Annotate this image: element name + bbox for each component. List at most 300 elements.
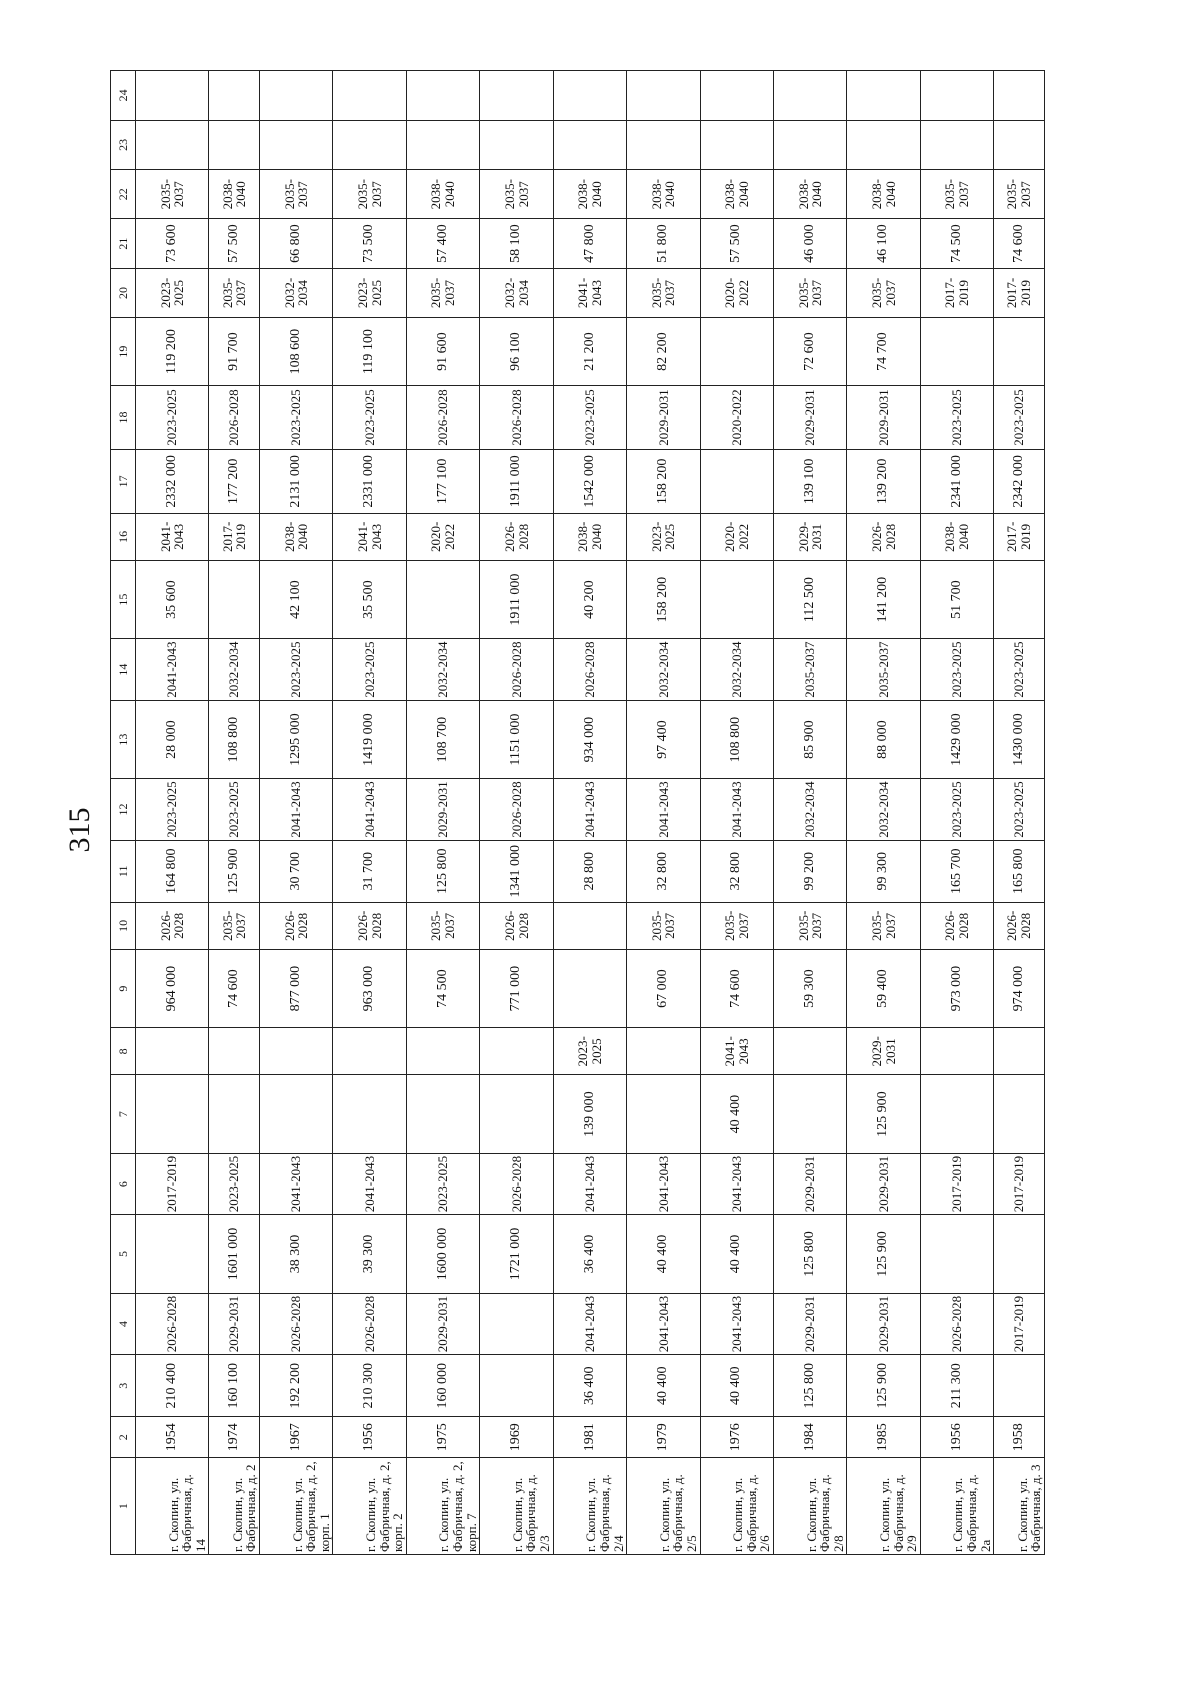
table-cell: 40 400 xyxy=(700,1355,773,1417)
table-cell xyxy=(920,120,993,169)
table-cell: 2023-2025 xyxy=(333,386,406,450)
table-cell: 2038-2040 xyxy=(627,170,700,219)
table-cell: 1419 000 xyxy=(333,700,406,778)
table-cell: 1954 xyxy=(136,1417,209,1458)
table-row xyxy=(260,71,333,1555)
table-cell: 2035-2037 xyxy=(260,170,333,219)
table-cell: 119 200 xyxy=(136,318,209,386)
table-cell xyxy=(209,1028,260,1075)
table-cell: 1341 000 xyxy=(480,840,553,902)
table-cell xyxy=(209,561,260,639)
table-cell: 160 000 xyxy=(406,1355,479,1417)
table-cell: 2342 000 xyxy=(994,449,1045,513)
table-cell: 2026-2028 xyxy=(480,639,553,701)
table-cell xyxy=(920,1215,993,1293)
table-cell: 2029-2031 xyxy=(774,386,847,450)
table-cell: 38 300 xyxy=(260,1215,333,1293)
table-cell: 1984 xyxy=(774,1417,847,1458)
table-cell: 2038-2040 xyxy=(700,170,773,219)
table-cell xyxy=(920,71,993,121)
table-cell: 139 100 xyxy=(774,449,847,513)
table-cell xyxy=(920,318,993,386)
table-cell: 2029-2031 xyxy=(774,1293,847,1355)
table-cell: 47 800 xyxy=(553,219,626,268)
address-cell: г. Скопин, ул. Фабричная, д. 2/5 xyxy=(627,1458,700,1555)
table-cell xyxy=(136,1075,209,1153)
table-cell xyxy=(847,120,920,169)
table-cell: 1429 000 xyxy=(920,700,993,778)
table-cell: 2041-2043 xyxy=(553,268,626,317)
table-cell: 2035-2037 xyxy=(847,268,920,317)
table-cell: 1976 xyxy=(700,1417,773,1458)
table-cell: 1956 xyxy=(920,1417,993,1458)
table-cell: 2041-2043 xyxy=(260,779,333,841)
table-cell: 39 300 xyxy=(333,1215,406,1293)
table-cell: 2032-2034 xyxy=(700,639,773,701)
table-cell: 40 400 xyxy=(700,1215,773,1293)
table-cell xyxy=(700,449,773,513)
table-cell: 46 000 xyxy=(774,219,847,268)
table-cell: 2035-2037 xyxy=(136,170,209,219)
table-cell: 72 600 xyxy=(774,318,847,386)
table-cell: 59 300 xyxy=(774,949,847,1027)
table-cell: 2020-2022 xyxy=(700,513,773,560)
table-cell: 141 200 xyxy=(847,561,920,639)
table-cell: 58 100 xyxy=(480,219,553,268)
table-cell: 40 400 xyxy=(627,1215,700,1293)
table-cell: 2332 000 xyxy=(136,449,209,513)
table-cell: 1721 000 xyxy=(480,1215,553,1293)
table-cell: 2032-2034 xyxy=(209,639,260,701)
header-row xyxy=(111,71,136,1555)
table-cell: 1430 000 xyxy=(994,700,1045,778)
table-cell: 2023-2025 xyxy=(553,1028,626,1075)
column-header-17: 17 xyxy=(111,449,136,513)
table-cell: 2035-2037 xyxy=(847,902,920,949)
column-header-11: 11 xyxy=(111,840,136,902)
table-cell xyxy=(994,1028,1045,1075)
table-cell: 108 800 xyxy=(209,700,260,778)
table-cell: 74 500 xyxy=(406,949,479,1027)
table-cell xyxy=(480,71,553,121)
table-cell: 1985 xyxy=(847,1417,920,1458)
address-cell: г. Скопин, ул. Фабричная, д. 2 xyxy=(209,1458,260,1555)
table-cell: 2041-2043 xyxy=(553,1153,626,1215)
table-cell xyxy=(553,949,626,1027)
table-cell: 125 900 xyxy=(847,1215,920,1293)
column-header-24: 24 xyxy=(111,71,136,121)
table-cell: 160 100 xyxy=(209,1355,260,1417)
table-row xyxy=(333,71,406,1555)
table-cell: 2041-2043 xyxy=(700,779,773,841)
table-cell: 36 400 xyxy=(553,1355,626,1417)
table-cell: 2029-2031 xyxy=(406,1293,479,1355)
table-cell xyxy=(333,120,406,169)
table-cell: 2017-2019 xyxy=(136,1153,209,1215)
table-cell: 2029-2031 xyxy=(209,1293,260,1355)
table-cell: 51 700 xyxy=(920,561,993,639)
table-row xyxy=(700,71,773,1555)
table-cell: 2023-2025 xyxy=(209,1153,260,1215)
table-cell: 73 500 xyxy=(333,219,406,268)
table-cell: 2026-2028 xyxy=(136,1293,209,1355)
table-cell: 1975 xyxy=(406,1417,479,1458)
table-cell: 2038-2040 xyxy=(847,170,920,219)
table-cell: 97 400 xyxy=(627,700,700,778)
table-cell: 139 200 xyxy=(847,449,920,513)
column-header-5: 5 xyxy=(111,1215,136,1293)
table-cell: 2026-2028 xyxy=(847,513,920,560)
table-cell: 21 200 xyxy=(553,318,626,386)
table-cell: 2026-2028 xyxy=(480,1153,553,1215)
table-cell xyxy=(480,1028,553,1075)
table-cell: 158 200 xyxy=(627,561,700,639)
table-cell xyxy=(847,71,920,121)
table-cell: 2035-2037 xyxy=(627,902,700,949)
column-header-1: 1 xyxy=(111,1458,136,1555)
table-cell xyxy=(627,1075,700,1153)
table-cell: 2041-2043 xyxy=(333,1153,406,1215)
table-cell xyxy=(136,1028,209,1075)
table-cell: 2023-2025 xyxy=(920,779,993,841)
table-cell: 2026-2028 xyxy=(920,902,993,949)
table-cell: 2041-2043 xyxy=(627,1153,700,1215)
table-cell: 2041-2043 xyxy=(136,639,209,701)
table-cell xyxy=(994,1355,1045,1417)
table-cell: 1979 xyxy=(627,1417,700,1458)
table-cell: 1151 000 xyxy=(480,700,553,778)
table-cell: 2026-2028 xyxy=(260,902,333,949)
table-cell: 2023-2025 xyxy=(920,639,993,701)
table-cell: 2017-2019 xyxy=(994,1293,1045,1355)
table-cell xyxy=(700,318,773,386)
table-cell: 2017-2019 xyxy=(994,513,1045,560)
table-cell xyxy=(480,120,553,169)
table-cell: 1600 000 xyxy=(406,1215,479,1293)
table-cell: 2041-2043 xyxy=(700,1293,773,1355)
table-cell: 2026-2028 xyxy=(333,902,406,949)
table-cell: 2023-2025 xyxy=(333,639,406,701)
column-header-8: 8 xyxy=(111,1028,136,1075)
table-cell: 2023-2025 xyxy=(406,1153,479,1215)
table-cell xyxy=(627,71,700,121)
table-cell xyxy=(920,1075,993,1153)
table-cell xyxy=(627,1028,700,1075)
address-cell: г. Скопин, ул. Фабричная, д. 2, корп. 1 xyxy=(260,1458,333,1555)
table-cell: 2035-2037 xyxy=(209,902,260,949)
table-cell xyxy=(333,1075,406,1153)
table-cell: 2023-2025 xyxy=(994,639,1045,701)
table-cell xyxy=(700,561,773,639)
table-cell: 165 800 xyxy=(994,840,1045,902)
table-cell: 73 600 xyxy=(136,219,209,268)
table-cell: 88 000 xyxy=(847,700,920,778)
table-cell: 91 600 xyxy=(406,318,479,386)
table-cell: 2023-2025 xyxy=(994,386,1045,450)
table-cell: 2029-2031 xyxy=(406,779,479,841)
table-cell xyxy=(774,71,847,121)
table-cell xyxy=(406,561,479,639)
table-cell: 28 000 xyxy=(136,700,209,778)
table-cell: 1958 xyxy=(994,1417,1045,1458)
table-cell xyxy=(920,1028,993,1075)
table-cell: 2023-2025 xyxy=(627,513,700,560)
table-cell: 2026-2028 xyxy=(480,513,553,560)
table-row xyxy=(774,71,847,1555)
table-cell: 877 000 xyxy=(260,949,333,1027)
table-cell: 2035-2037 xyxy=(406,268,479,317)
table-cell: 2026-2028 xyxy=(136,902,209,949)
column-header-21: 21 xyxy=(111,219,136,268)
table-cell: 2038-2040 xyxy=(209,170,260,219)
table-row xyxy=(480,71,553,1555)
table-cell xyxy=(136,1215,209,1293)
table-cell: 74 600 xyxy=(209,949,260,1027)
table-cell: 2026-2028 xyxy=(480,902,553,949)
table-cell: 2023-2025 xyxy=(260,386,333,450)
table-cell: 74 500 xyxy=(920,219,993,268)
table-cell: 2041-2043 xyxy=(700,1028,773,1075)
table-cell: 2017-2019 xyxy=(920,1153,993,1215)
table-cell xyxy=(994,71,1045,121)
table-cell: 771 000 xyxy=(480,949,553,1027)
address-cell: г. Скопин, ул. Фабричная, д. 3 xyxy=(994,1458,1045,1555)
table-cell: 1601 000 xyxy=(209,1215,260,1293)
table-cell: 164 800 xyxy=(136,840,209,902)
table-cell: 2020-2022 xyxy=(700,268,773,317)
table-cell xyxy=(994,1075,1045,1153)
table-cell: 2131 000 xyxy=(260,449,333,513)
table-cell xyxy=(333,1028,406,1075)
table-cell: 2020-2022 xyxy=(406,513,479,560)
address-cell: г. Скопин, ул. Фабричная, д. 2/3 xyxy=(480,1458,553,1555)
table-cell: 96 100 xyxy=(480,318,553,386)
table-cell: 99 200 xyxy=(774,840,847,902)
column-header-23: 23 xyxy=(111,120,136,169)
table-cell: 974 000 xyxy=(994,949,1045,1027)
column-header-16: 16 xyxy=(111,513,136,560)
table-cell: 177 200 xyxy=(209,449,260,513)
table-cell: 2041-2043 xyxy=(260,1153,333,1215)
column-header-22: 22 xyxy=(111,170,136,219)
table-cell: 2032-2034 xyxy=(774,779,847,841)
column-header-15: 15 xyxy=(111,561,136,639)
table-cell: 2032-2034 xyxy=(627,639,700,701)
table-cell xyxy=(553,902,626,949)
column-header-20: 20 xyxy=(111,268,136,317)
table-cell: 2035-2037 xyxy=(209,268,260,317)
table-cell xyxy=(480,1293,553,1355)
table-cell xyxy=(406,71,479,121)
table-cell: 82 200 xyxy=(627,318,700,386)
table-cell: 2331 000 xyxy=(333,449,406,513)
table-cell: 934 000 xyxy=(553,700,626,778)
table-row xyxy=(209,71,260,1555)
table-cell xyxy=(209,71,260,121)
table-cell xyxy=(553,120,626,169)
table-cell xyxy=(994,318,1045,386)
table-cell xyxy=(480,1075,553,1153)
address-cell: г. Скопин, ул. Фабричная, д. 2а xyxy=(920,1458,993,1555)
table-cell: 2023-2025 xyxy=(136,386,209,450)
table-cell xyxy=(333,71,406,121)
table-cell: 2038-2040 xyxy=(774,170,847,219)
table-cell: 2029-2031 xyxy=(774,513,847,560)
table-cell: 2023-2025 xyxy=(260,639,333,701)
table-row xyxy=(553,71,626,1555)
table-cell xyxy=(209,1075,260,1153)
address-cell: г. Скопин, ул. Фабричная, д. 2/9 xyxy=(847,1458,920,1555)
table-cell: 40 200 xyxy=(553,561,626,639)
table-cell xyxy=(553,71,626,121)
table-cell: 177 100 xyxy=(406,449,479,513)
table-cell: 2035-2037 xyxy=(847,639,920,701)
table-body xyxy=(136,71,1045,1555)
table-cell: 2035-2037 xyxy=(774,902,847,949)
table-cell: 2038-2040 xyxy=(260,513,333,560)
table-cell: 139 000 xyxy=(553,1075,626,1153)
table-cell xyxy=(136,120,209,169)
column-header-2: 2 xyxy=(111,1417,136,1458)
table-cell: 2032-2034 xyxy=(847,779,920,841)
table-cell: 35 600 xyxy=(136,561,209,639)
table-cell xyxy=(209,120,260,169)
address-cell: г. Скопин, ул. Фабричная, д. 2, корп. 2 xyxy=(333,1458,406,1555)
table-cell: 2041-2043 xyxy=(553,779,626,841)
table-cell: 59 400 xyxy=(847,949,920,1027)
table-cell xyxy=(627,120,700,169)
column-header-13: 13 xyxy=(111,700,136,778)
table-cell: 2035-2037 xyxy=(480,170,553,219)
data-table xyxy=(110,70,1045,1555)
table-cell: 57 500 xyxy=(700,219,773,268)
address-cell: г. Скопин, ул. Фабричная, д. 2, корп. 7 xyxy=(406,1458,479,1555)
table-cell: 125 800 xyxy=(406,840,479,902)
table-cell: 2041-2043 xyxy=(627,779,700,841)
table-cell: 125 900 xyxy=(847,1075,920,1153)
table-cell: 964 000 xyxy=(136,949,209,1027)
table-cell: 91 700 xyxy=(209,318,260,386)
table-row xyxy=(994,71,1045,1555)
table-cell: 1542 000 xyxy=(553,449,626,513)
table-cell: 1969 xyxy=(480,1417,553,1458)
table-cell: 51 800 xyxy=(627,219,700,268)
table-cell: 2029-2031 xyxy=(627,386,700,450)
column-header-18: 18 xyxy=(111,386,136,450)
table-cell: 35 500 xyxy=(333,561,406,639)
table-cell: 99 300 xyxy=(847,840,920,902)
table-cell: 210 400 xyxy=(136,1355,209,1417)
table-cell: 2026-2028 xyxy=(480,779,553,841)
table-cell: 2035-2037 xyxy=(774,639,847,701)
address-cell: г. Скопин, ул. Фабричная, д. 2/6 xyxy=(700,1458,773,1555)
address-cell: г. Скопин, ул. Фабричная, д. 2/8 xyxy=(774,1458,847,1555)
table-cell: 2032-2034 xyxy=(260,268,333,317)
table-cell: 74 600 xyxy=(700,949,773,1027)
table-cell xyxy=(994,1215,1045,1293)
table-cell: 2341 000 xyxy=(920,449,993,513)
table-cell xyxy=(700,120,773,169)
table-row xyxy=(627,71,700,1555)
table-cell xyxy=(260,1028,333,1075)
table-cell: 1911 000 xyxy=(480,449,553,513)
table-cell: 2023-2025 xyxy=(209,779,260,841)
table-cell xyxy=(774,1075,847,1153)
table-cell: 125 800 xyxy=(774,1355,847,1417)
table-cell: 2026-2028 xyxy=(333,1293,406,1355)
column-header-12: 12 xyxy=(111,779,136,841)
table-cell: 32 800 xyxy=(627,840,700,902)
table-cell xyxy=(406,120,479,169)
table-cell: 74 700 xyxy=(847,318,920,386)
table-cell: 2017-2019 xyxy=(994,268,1045,317)
table-cell: 2041-2043 xyxy=(553,1293,626,1355)
table-cell: 2026-2028 xyxy=(406,386,479,450)
table-cell: 2029-2031 xyxy=(774,1153,847,1215)
table-cell: 2038-2040 xyxy=(406,170,479,219)
table-cell: 2041-2043 xyxy=(333,779,406,841)
table-cell: 28 800 xyxy=(553,840,626,902)
table-cell: 1911 000 xyxy=(480,561,553,639)
table-cell: 32 800 xyxy=(700,840,773,902)
column-header-9: 9 xyxy=(111,949,136,1027)
table-cell: 2041-2043 xyxy=(627,1293,700,1355)
table-cell: 66 800 xyxy=(260,219,333,268)
column-header-4: 4 xyxy=(111,1293,136,1355)
table-cell: 40 400 xyxy=(700,1075,773,1153)
table-row xyxy=(920,71,993,1555)
table-cell: 2041-2043 xyxy=(333,513,406,560)
table-cell: 158 200 xyxy=(627,449,700,513)
table-cell: 2029-2031 xyxy=(847,1028,920,1075)
table-cell: 2026-2028 xyxy=(480,386,553,450)
table-cell: 42 100 xyxy=(260,561,333,639)
table-cell: 2023-2025 xyxy=(920,386,993,450)
table-cell: 2029-2031 xyxy=(847,1293,920,1355)
table-cell: 2017-2019 xyxy=(920,268,993,317)
table-cell: 31 700 xyxy=(333,840,406,902)
address-cell: г. Скопин, ул. Фабричная, д. 14 xyxy=(136,1458,209,1555)
address-cell: г. Скопин, ул. Фабричная, д. 2/4 xyxy=(553,1458,626,1555)
table-cell: 2023-2025 xyxy=(553,386,626,450)
table-cell: 1967 xyxy=(260,1417,333,1458)
table-cell: 108 600 xyxy=(260,318,333,386)
table-cell: 67 000 xyxy=(627,949,700,1027)
table-cell xyxy=(406,1075,479,1153)
table-cell: 2017-2019 xyxy=(994,1153,1045,1215)
table-cell: 973 000 xyxy=(920,949,993,1027)
table-cell: 85 900 xyxy=(774,700,847,778)
table-cell: 112 500 xyxy=(774,561,847,639)
table-cell: 210 300 xyxy=(333,1355,406,1417)
table-cell: 2038-2040 xyxy=(920,513,993,560)
column-header-7: 7 xyxy=(111,1075,136,1153)
column-header-19: 19 xyxy=(111,318,136,386)
table-cell: 125 800 xyxy=(774,1215,847,1293)
table-cell: 30 700 xyxy=(260,840,333,902)
table-cell: 108 800 xyxy=(700,700,773,778)
table-cell xyxy=(700,71,773,121)
table-cell: 2038-2040 xyxy=(553,513,626,560)
table-cell: 192 200 xyxy=(260,1355,333,1417)
table-cell: 2026-2028 xyxy=(994,902,1045,949)
table-row xyxy=(136,71,209,1555)
page-number: 315 xyxy=(63,807,96,853)
table-cell: 2032-2034 xyxy=(406,639,479,701)
table-cell: 2035-2037 xyxy=(627,268,700,317)
table-cell: 2020-2022 xyxy=(700,386,773,450)
table-row xyxy=(847,71,920,1555)
